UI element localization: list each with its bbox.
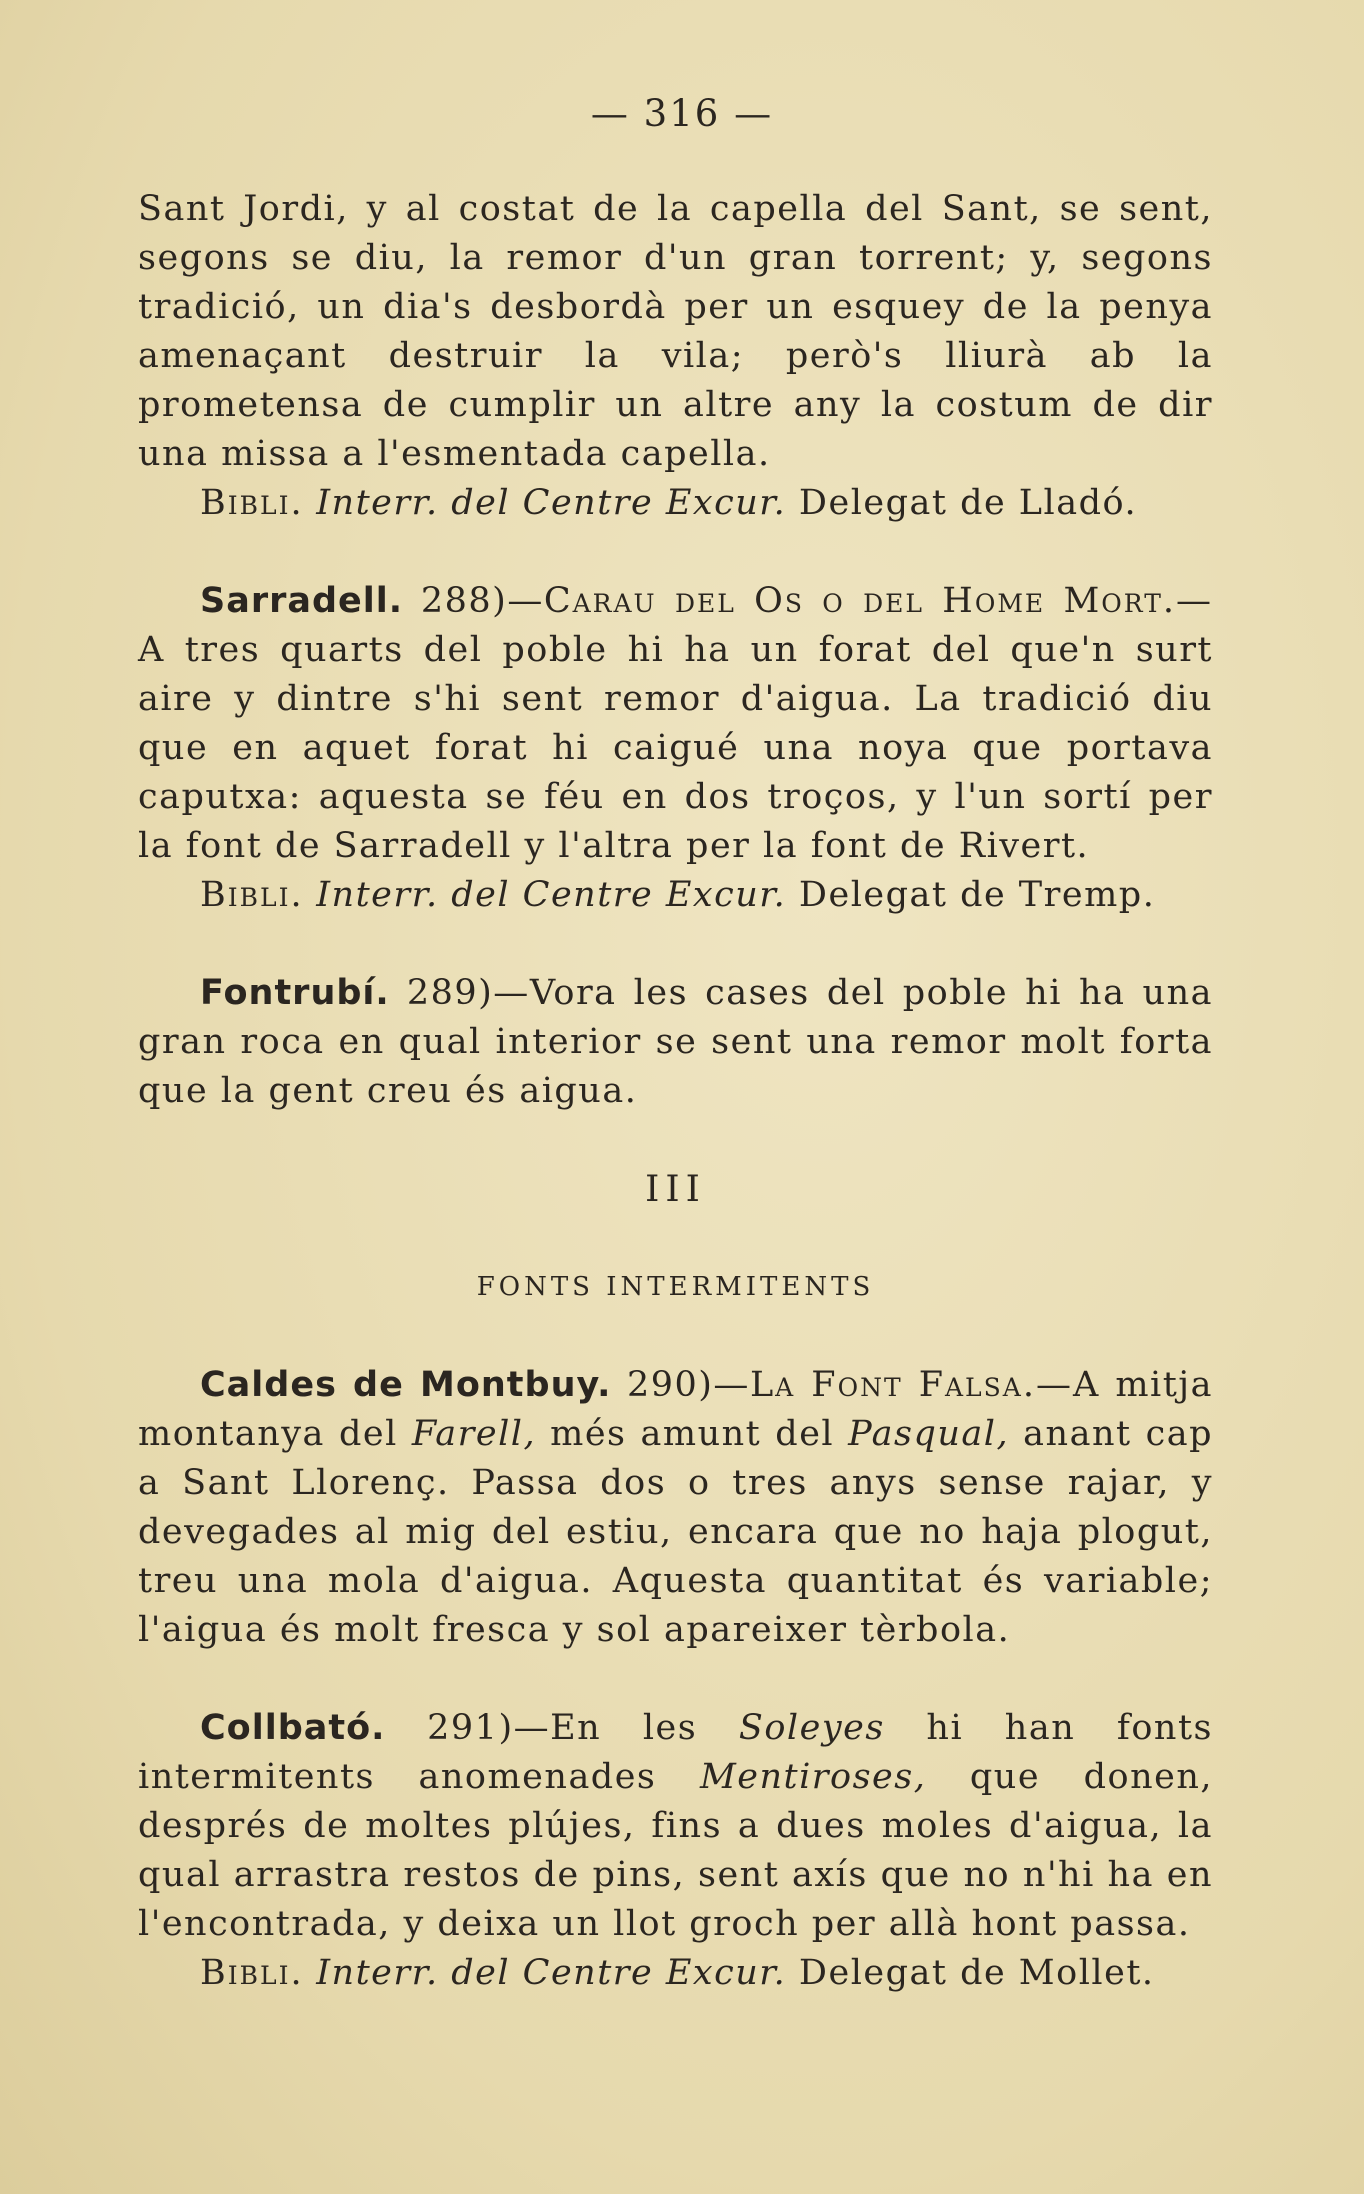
bibliography-note: Bibli. Interr. del Centre Excur. Delegat de Lladó. bbox=[200, 483, 1138, 523]
place-name: Caldes de Montbuy. bbox=[200, 1365, 612, 1405]
place-name: Fontrubí. bbox=[200, 973, 390, 1013]
section-heading: FONTS INTERMITENTS bbox=[476, 1272, 875, 1302]
paragraph-continuation: Sant Jordi, y al costat de la capella del Sant, se sent, segons se diu, la remor d'un gran torrent; y, segons tradició, un dia's desbordà per un esquey de la penya amenaçant destruir la vila; però's lliurà ab la prometensa de cumplir un altre any la costum de dir una missa a l'esmentada capella. bbox=[138, 189, 1213, 474]
entry-title: Carau del Os o del Home Mort.— bbox=[543, 581, 1213, 621]
place-name: Sarradell. bbox=[200, 581, 404, 621]
place-name: Collbató. bbox=[200, 1708, 386, 1748]
bibliography-note: Bibli. Interr. del Centre Excur. Delegat de Tremp. bbox=[200, 875, 1156, 915]
page-body bbox=[138, 185, 1213, 1998]
entry-290: Caldes de Montbuy. 290)—La Font Falsa.—A mitja montanya del Farell, més amunt del Pasqual, anant cap a Sant Llorenç. Passa dos o tres anys sense rajar, y devegades al mig del estiu, encara que no haja plogut, treu una mola d'aigua. Aquesta quantitat és variable; l'aigua és molt fresca y sol apareixer tèrbola. bbox=[138, 1365, 1213, 1650]
bibliography-note: Bibli. Interr. del Centre Excur. Delegat de Mollet. bbox=[200, 1953, 1155, 1993]
page-number: — 316 — bbox=[590, 92, 774, 135]
entry-288: Sarradell. 288)—Carau del Os o del Home Mort.— A tres quarts del poble hi ha un forat del que'n surt aire y dintre s'hi sent remor d'aigua. La tradició diu que en aquet forat hi caigué una noya que portava caputxa: aquesta se féu en dos troços, y l'un sortí per la font de Sarradell y l'altra per la font de Rivert. bbox=[138, 581, 1213, 866]
entry-title: La Font Falsa.— bbox=[749, 1365, 1073, 1405]
entry-291: Collbató. 291)—En les Soleyes hi han fonts intermitents anomenades Mentiroses, que donen, després de moltes plújes, fins a dues moles d'aigua, la qual arrastra restos de pins, sent axís que no n'hi ha en l'encontrada, y deixa un llot groch per allà hont passa. bbox=[138, 1708, 1214, 1944]
entry-289: Fontrubí. 289)—Vora les cases del poble hi ha una gran roca en qual interior se sent una remor molt forta que la gent creu és aigua. bbox=[138, 973, 1213, 1111]
section-number: III bbox=[645, 1169, 706, 1210]
